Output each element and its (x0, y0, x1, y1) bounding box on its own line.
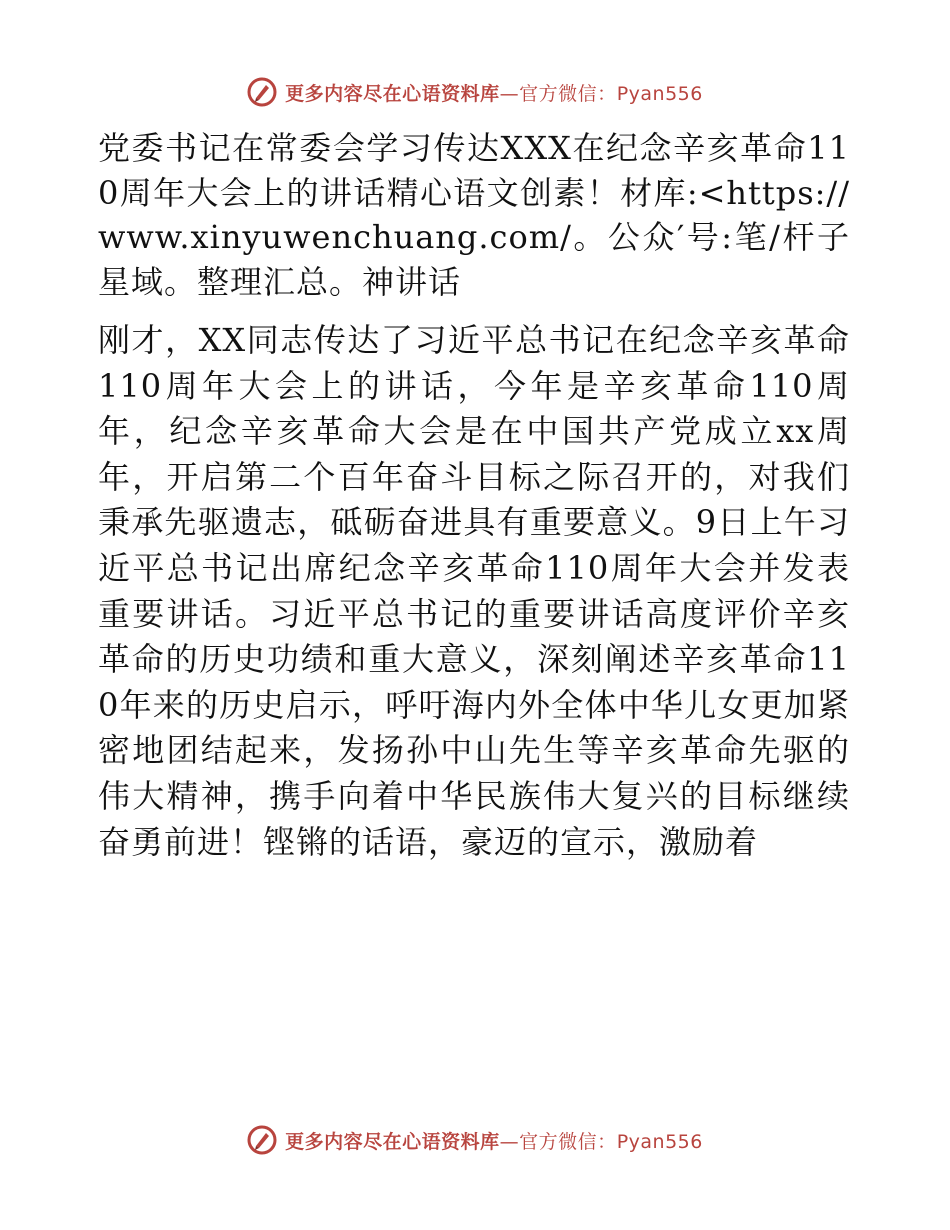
banner-text (285, 1127, 703, 1154)
banner-wechat-id: Pyan556 (616, 82, 703, 105)
document-body (98, 126, 850, 865)
pen-logo-icon (247, 1125, 277, 1155)
banner-main-text: 更多内容尽在心语资料库 (285, 1130, 500, 1153)
banner-dash: — (499, 82, 520, 105)
banner-text (285, 79, 703, 106)
header-banner (0, 72, 950, 112)
pen-logo-icon (247, 77, 277, 107)
title-paragraph: 党委书记在常委会学习传达XXX在纪念辛亥革命110周年大会上的讲话精心语文创素！材库:<https://www.xinyuwenchuang.com/。公众′号:笔/杆子星域。整理汇总。神讲话 (98, 129, 850, 301)
banner-wechat-label: 官方微信： (519, 1130, 617, 1153)
banner-main-text: 更多内容尽在心语资料库 (285, 82, 500, 105)
body-paragraph: 刚才，XX同志传达了习近平总书记在纪念辛亥革命110周年大会上的讲话，今年是辛亥革命110周年，纪念辛亥革命大会是在中国共产党成立xx周年，开启第二个百年奋斗目标之际召开的，对我们秉承先驱遗志，砥砺奋进具有重要意义。9日上午习近平总书记出席纪念辛亥革命110周年大会并发表重要讲话。习近平总书记的重要讲话高度评价辛亥革命的历史功绩和重大意义，深刻阐述辛亥革命110年来的历史启示，呼吁海内外全体中华儿女更加紧密地团结起来，发扬孙中山先生等辛亥革命先驱的伟大精神，携手向着中华民族伟大复兴的目标继续奋勇前进！铿锵的话语，豪迈的宣示，激励着 (98, 321, 850, 861)
banner-wechat-label: 官方微信： (519, 82, 617, 105)
footer-banner (0, 1120, 950, 1160)
banner-wechat-id: Pyan556 (616, 1130, 703, 1153)
banner-dash: — (499, 1130, 520, 1153)
